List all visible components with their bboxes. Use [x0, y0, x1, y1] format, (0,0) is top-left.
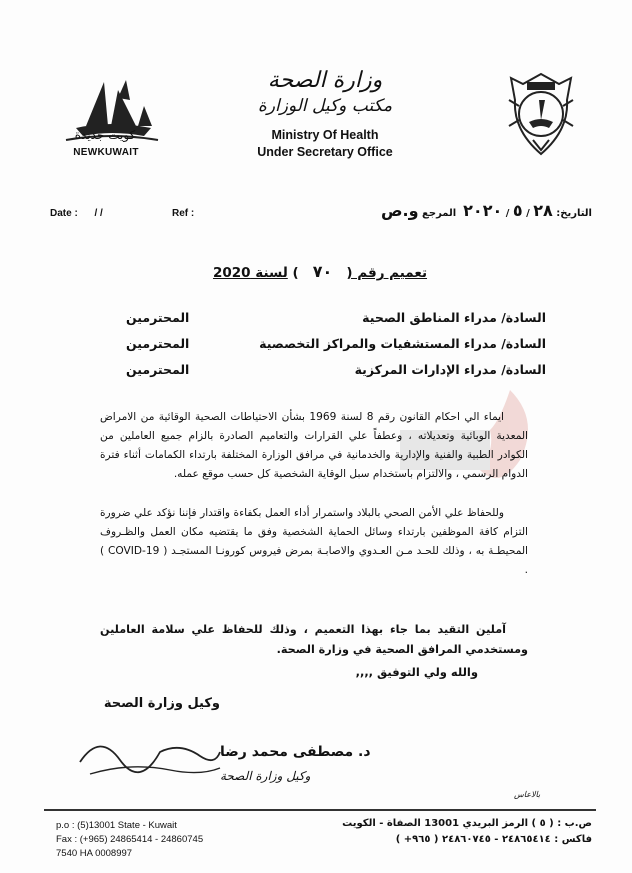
footer-po-en: p.o : (5)13001 State - Kuwait [56, 820, 177, 831]
footer-po-ar: ص.ب : ( ٥ ) الرمز البريدي 13001 الصفاة - الكويت [342, 818, 592, 829]
footer-code-en: 7540 HA 0008997 [56, 848, 133, 859]
small-mark: بالاعاس [514, 790, 541, 799]
ref-label-en: Ref : [172, 208, 195, 219]
ministry-arabic: وزارة الصحة [267, 68, 383, 93]
kuwait-emblem-icon [505, 70, 577, 158]
new-kuwait-arabic: كويت جديدة [74, 128, 136, 142]
closing-paragraph: آملين التقيد بما جاء بهذا التعميم ، وذلك للحفاظ علي سلامة العاملين ومستخدمي المرافق الصحية في وزارة الصحة. [100, 623, 528, 656]
footer-fax-en: Fax : (+965) 24865414 - 24860745 [56, 834, 204, 845]
thanks-line: والله ولي التوفيق ,,,, [355, 665, 478, 679]
svg-text:وكيل وزارة الصحة: وكيل وزارة الصحة [220, 769, 311, 783]
body-paragraph-1: ايماء الي احكام القانون رقم 8 لسنة 1969 بشأن الاحتياطات الصحية الوقائية من الامراض المعدية الوبائية وتعديلاته ، وعطفاً علي القرارات والتعاميم الصادرة بالزام جميع العاملين من الكوادر الطبية والفنية والإدارية والخدمانية في مرافق الوزارة المختلفة بارتداء الكمامات أثناء فترة الدوام الرسمي ، والالتزام باستخدام سبل الوقاية الشخصية كل حسب موقع عمله. [100, 411, 528, 480]
addressee-3: السادة/ مدراء الإدارات المركزية المحترمين [126, 362, 546, 377]
office-arabic: مكتب وكيل الوزارة [257, 96, 393, 116]
handwritten-signature-icon [70, 722, 371, 802]
svg-text:د. مصطفى محمد رضا: د. مصطفى محمد رضا [220, 744, 371, 760]
circular-title: تعميم رقم ( ٧٠ ) لسنة 2020 [212, 262, 428, 281]
footer-fax-ar: فاكس : ٢٤٨٦٥٤١٤ - ٢٤٨٦٠٧٤٥ ( ٩٦٥+ ) [395, 834, 592, 845]
addressee-1: السادة/ مدراء المناطق الصحية المحترمين [126, 310, 546, 325]
signature-title: وكيل وزارة الصحة [103, 696, 220, 711]
date-arabic: التاريخ: ٢٨ / ٥ / ٢٠٢٠ المرجع و.ص [381, 201, 592, 220]
body-paragraph-2: وللحفاظ علي الأمن الصحي بالبلاد واستمرار أداء العمل بكفاءة واقتدار فإننا نؤكد علي ضرورة التزام كافة الموظفين بارتداء وسائل الحماية الشخصية وفق ما يقتضيه مكان العمل والظـروف المحيطـة به ، وذلك للحـد مـن العـدوي والاصابـة بمرض فيروس كورونـا المستجـد ( COVID-19 ) . [100, 507, 528, 576]
date-label-en: Date : / / [50, 208, 103, 219]
footer-divider [44, 809, 596, 811]
addressee-2: السادة/ مدراء المستشفيات والمراكز التخصصية المحترمين [126, 336, 546, 351]
new-kuwait-english: NEWKUWAIT [73, 147, 139, 158]
office-english: Under Secretary Office [257, 145, 393, 159]
ministry-english: Ministry Of Health [271, 128, 379, 142]
